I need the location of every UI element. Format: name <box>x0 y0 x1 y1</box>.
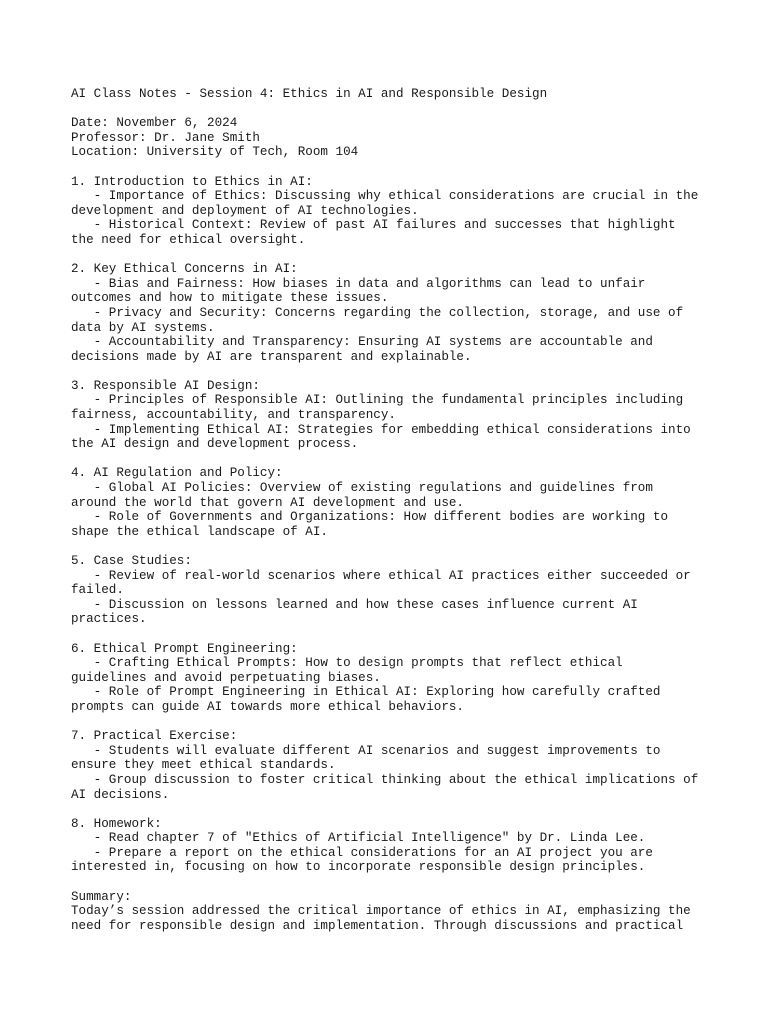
document-line: - Importance of Ethics: Discussing why ethical considerations are crucial in the <box>71 189 699 204</box>
document-line <box>71 875 751 890</box>
document-line: 8. Homework: <box>71 816 162 831</box>
document-line: - Bias and Fairness: How biases in data and algorithms can lead to unfair <box>71 276 646 291</box>
document-line: the need for ethical oversight. <box>71 232 306 247</box>
document-line <box>71 102 751 117</box>
document-line: - Review of real-world scenarios where ethical AI practices either succeeded or <box>71 568 691 583</box>
document-line: Today’s session addressed the critical importance of ethics in AI, emphasizing the <box>71 904 691 919</box>
document-line: interested in, focusing on how to incorporate responsible design principles. <box>71 860 646 875</box>
document-line: 6. Ethical Prompt Engineering: <box>71 641 298 656</box>
document-line: - Role of Governments and Organizations: How different bodies are working to <box>71 510 669 525</box>
document-line: - Implementing Ethical AI: Strategies for embedding ethical considerations into <box>71 422 691 437</box>
document-line <box>71 539 751 554</box>
document-line: - Principles of Responsible AI: Outlining the fundamental principles including <box>71 393 684 408</box>
document-line: data by AI systems. <box>71 320 215 335</box>
document-line: 1. Introduction to Ethics in AI: <box>71 174 313 189</box>
document-line: Location: University of Tech, Room 104 <box>71 145 359 160</box>
document-line: - Role of Prompt Engineering in Ethical AI: Exploring how carefully crafted <box>71 685 661 700</box>
document-line: AI decisions. <box>71 787 170 802</box>
document-line: the AI design and development process. <box>71 437 359 452</box>
document-line: guidelines and avoid perpetuating biases. <box>71 670 381 685</box>
document-line: failed. <box>71 583 124 598</box>
document-line: - Students will evaluate different AI scenarios and suggest improvements to <box>71 743 661 758</box>
document-line: - Global AI Policies: Overview of existing regulations and guidelines from <box>71 481 653 496</box>
document-line: Professor: Dr. Jane Smith <box>71 130 260 145</box>
document-line: - Crafting Ethical Prompts: How to design prompts that reflect ethical <box>71 656 623 671</box>
document-line: Date: November 6, 2024 <box>71 116 238 131</box>
document-line: fairness, accountability, and transparency. <box>71 408 396 423</box>
document-line: ensure they meet ethical standards. <box>71 758 336 773</box>
document-line: 2. Key Ethical Concerns in AI: <box>71 262 298 277</box>
document-title: AI Class Notes - Session 4: Ethics in AI and Responsible Design <box>71 87 548 101</box>
document-line <box>71 160 751 175</box>
document-line: 5. Case Studies: <box>71 554 192 568</box>
document-line: need for responsible design and implementation. Through discussions and practical <box>71 918 684 933</box>
document-line: 3. Responsible AI Design: <box>71 378 260 393</box>
document-line: - Prepare a report on the ethical considerations for an AI project you are <box>71 845 653 860</box>
document-line: outcomes and how to mitigate these issues. <box>71 291 389 306</box>
document-line: - Historical Context: Review of past AI failures and successes that highlight <box>71 218 676 233</box>
document-line <box>71 627 751 642</box>
document-line: - Group discussion to foster critical thinking about the ethical implications of <box>71 772 699 787</box>
document-line: shape the ethical landscape of AI. <box>71 524 328 539</box>
document-line: decisions made by AI are transparent and explainable. <box>71 349 472 364</box>
document-line: practices. <box>71 612 147 627</box>
document-line: around the world that govern AI development and use. <box>71 495 464 510</box>
document-line <box>71 452 751 467</box>
document-line <box>71 364 751 379</box>
document-line: development and deployment of AI technologies. <box>71 203 419 218</box>
document-line: - Read chapter 7 of "Ethics of Artificial Intelligence" by Dr. Linda Lee. <box>71 831 646 846</box>
document-line: prompts can guide AI towards more ethical behaviors. <box>71 699 464 714</box>
document-line <box>71 248 751 263</box>
document-line: - Discussion on lessons learned and how these cases influence current AI <box>71 597 638 612</box>
document-line: 4. AI Regulation and Policy: <box>71 466 283 481</box>
document-line <box>71 715 751 730</box>
document-line: Summary: <box>71 889 132 904</box>
document-line: - Privacy and Security: Concerns regarding the collection, storage, and use of <box>71 305 684 320</box>
document-line: 7. Practical Exercise: <box>71 729 238 744</box>
document-line <box>71 802 751 817</box>
document-body <box>71 87 751 933</box>
document-line: - Accountability and Transparency: Ensuring AI systems are accountable and <box>71 335 653 350</box>
